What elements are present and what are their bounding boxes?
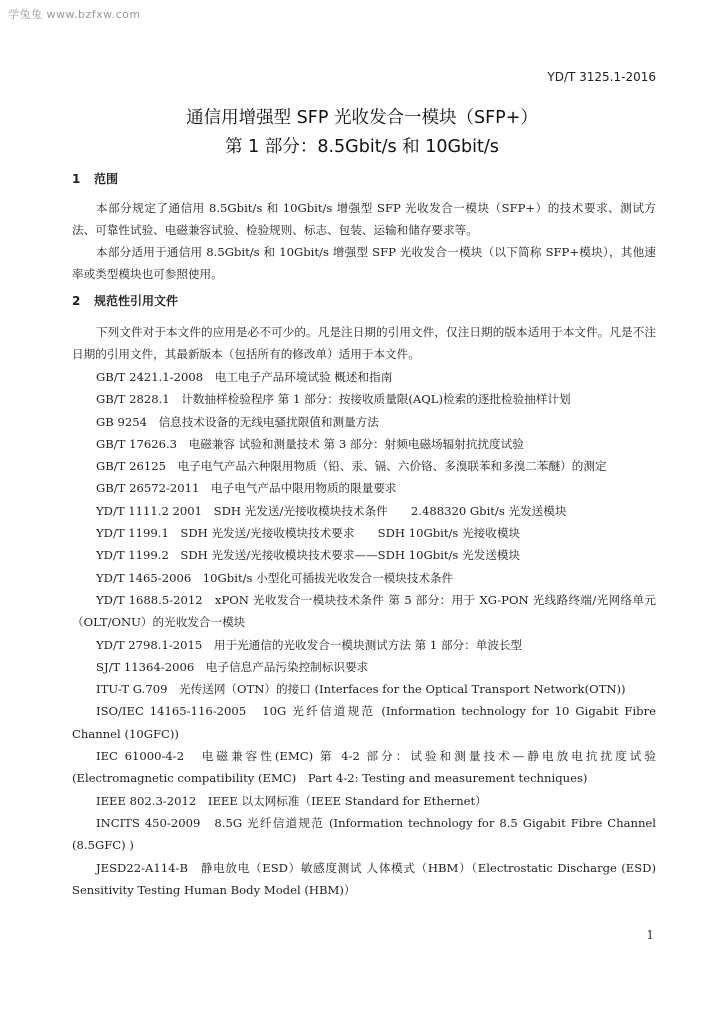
reference-item: YD/T 1465-2006 10Gbit/s 小型化可插拔光收发合一模块技术条件 xyxy=(96,570,454,585)
reference-item: YD/T 1199.1 SDH 光发送/光接收模块技术要求 SDH 10Gbit/s 光接收模块 xyxy=(96,526,521,541)
reference-item: SJ/T 11364-2006 电子信息产品污染控制标识要求 xyxy=(96,659,369,674)
section-2-heading xyxy=(72,292,178,309)
document-title: 通信用增强型 SFP 光收发合一模块（SFP+） xyxy=(186,108,538,128)
reference-item: YD/T 1199.2 SDH 光发送/光接收模块技术要求——SDH 10Gbit/s 光发送模块 xyxy=(96,548,521,563)
section-number: 1 xyxy=(72,172,81,186)
reference-item: IEEE 802.3-2012 IEEE 以太网标准（IEEE Standard for Ethernet） xyxy=(96,793,487,808)
reference-list xyxy=(72,366,656,901)
reference-item: GB/T 2828.1 计数抽样检验程序 第 1 部分：按接收质量限(AQL)检索的逐批检验抽样计划 xyxy=(96,392,571,407)
reference-item: GB/T 2421.1-2008 电工电子产品环境试验 概述和指南 xyxy=(96,370,393,384)
scope-paragraph: 本部分适用于通信用 8.5Gbit/s 和 10Gbit/s 增强型 SFP 光收发合一模块（以下简称 SFP+模块），其他速率或类型模块也可参照使用。 xyxy=(72,245,656,281)
reference-item: YD/T 1111.2 2001 SDH 光发送/光接收模块技术条件 2.488320 Gbit/s 光发送模块 xyxy=(96,503,567,518)
reference-item: ISO/IEC 14165-116-2005 10G 光纤信道规范 (Information technology for 10 Gigabit Fibre Channel (10GFC)) xyxy=(72,704,656,741)
reference-item: IEC 61000-4-2 电磁兼容性(EMC) 第 4-2 部分：试验和测量技术—静电放电抗扰度试验 (Electromagnetic compatibility (EMC) Part 4-2: Testing and measurement techniques) xyxy=(72,749,656,786)
watermark: 学兔兔 www.bzfxw.com xyxy=(8,8,141,21)
reference-item: INCITS 450-2009 8.5G 光纤信道规范 (Information technology for 8.5 Gigabit Fibre Channel (8.5GFC) ) xyxy=(72,815,656,853)
reference-item: GB/T 26125 电子电气产品六种限用物质（铅、汞、镉、六价铬、多溴联苯和多溴二苯醚）的测定 xyxy=(96,459,607,474)
section-number: 2 xyxy=(72,294,81,308)
references-intro: 下列文件对于本文件的应用是必不可少的。凡是注日期的引用文件，仅注日期的版本适用于本文件。凡是不注日期的引用文件，其最新版本（包括所有的修改单）适用于本文件。 xyxy=(72,325,656,361)
reference-item: GB 9254 信息技术设备的无线电骚扰限值和测量方法 xyxy=(96,414,379,429)
reference-item: GB/T 26572-2011 电子电气产品中限用物质的限量要求 xyxy=(96,481,397,496)
document-subtitle: 第 1 部分：8.5Gbit/s 和 10Gbit/s xyxy=(225,137,499,157)
reference-item: GB/T 17626.3 电磁兼容 试验和测量技术 第 3 部分：射频电磁场辐射抗扰度试验 xyxy=(96,436,524,451)
section-1-heading xyxy=(72,170,118,187)
section-title: 规范性引用文件 xyxy=(94,294,179,308)
reference-item: YD/T 1688.5-2012 xPON 光收发合一模块技术条件 第 5 部分：用于 XG-PON 光线路终端/光网络单元（OLT/ONU）的光收发合一模块 xyxy=(72,592,656,630)
document-number: YD/T 3125.1-2016 xyxy=(547,70,656,84)
section-title: 范围 xyxy=(94,172,119,186)
reference-item: JESD22-A114-B 静电放电（ESD）敏感度测试 人体模式（HBM）（Electrostatic Discharge (ESD) Sensitivity Testing Human Body Model (HBM)） xyxy=(72,860,656,897)
reference-item: YD/T 2798.1-2015 用于光通信的光收发合一模块测试方法 第 1 部分：单波长型 xyxy=(96,637,523,652)
scope-paragraph: 本部分规定了通信用 8.5Gbit/s 和 10Gbit/s 增强型 SFP 光收发合一模块（SFP+）的技术要求、测试方法、可靠性试验、电磁兼容试验、检验规则、标志、包装、运输和储存要求等。 xyxy=(72,201,656,237)
page-number: 1 xyxy=(646,928,654,942)
reference-item: ITU-T G.709 光传送网（OTN）的接口 (Interfaces for the Optical Transport Network(OTN)) xyxy=(96,682,626,697)
